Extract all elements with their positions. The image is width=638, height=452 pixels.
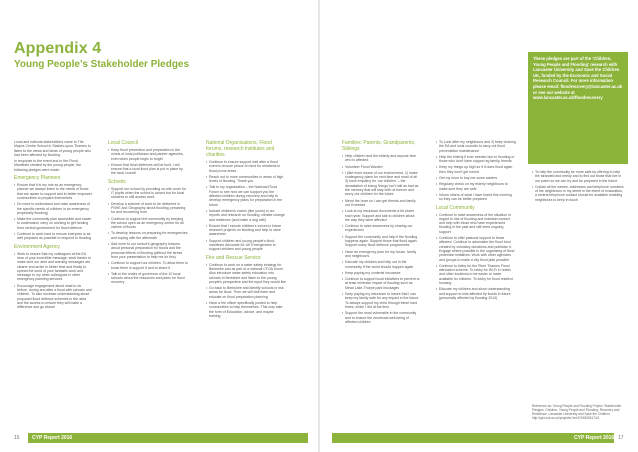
appendix-title: Appendix 4 — [14, 40, 102, 57]
intro-paragraph: In response to the event and to the Flood Manifesto created by the young people, the following pledges were made: — [14, 159, 82, 172]
pledge-item: • Keep paying my insurance to insure that I can keep my family safe for any impact in the future. To always support my child through these hard times, which I did at the time — [342, 292, 420, 309]
pledge-item: • Mend the hose so I can get friends and family out if needed — [342, 199, 420, 208]
footer-bar-right — [332, 433, 614, 443]
column-intro — [14, 140, 92, 312]
column-community-continued — [532, 170, 624, 204]
column-families-community — [436, 140, 516, 302]
page-gutter — [318, 0, 320, 452]
pledge-list — [436, 140, 516, 202]
heading-fire-and-rescue: Fire and Rescue Service — [206, 254, 261, 261]
pledge-item: • Educate my children and help out in the community if the worst should happen again — [342, 260, 420, 269]
pledge-item: • I (like more aware of our environment, 2) make contingency plans for next time and most of all 3) have empathy for 'our children' – the devastation of losing 'things' isn't half as bad as the memory that will stay with us forever and worry our children for the future — [342, 171, 420, 197]
pledge-item: • To Look after my neighbours and 2) keep chasing the EA and local councils to carry out flood preventative maintenance — [436, 140, 516, 153]
pledge-item: • Ensure that I include children's voices in future research projects on flooding and help to raise awareness — [206, 224, 286, 237]
reference-note: Reference as: Young People and Flooding Project. Stakeholder Pledges. Children, Young People and Flooding: Recovery and Resilience. Lancaster University and Save the Children. http://gtr.rcuk.ac.uk/projects?ref=ES/M006174/1 — [532, 404, 622, 420]
research-info-callout: These pledges are part of the 'Children, Young People and Flooding' research with Lancaster University and Save the Children UK, funded by the Economic and Social Research Council. For more information please email: floodrecovery@lancaster.ac.uk or see our website at www.lancaster.ac.uk/floodrecovery — [528, 52, 628, 164]
pledge-item: • Continue to support local initiatives to prevent or at least minimise impact of flooding such as Mead Lake-Thorpe park blockages — [342, 277, 420, 290]
pledge-item: • Have an emergency plan for my house, family and neighbours — [342, 250, 420, 259]
heading-emergency-planners: Emergency Planners — [14, 175, 61, 182]
pledge-item: • Go back to Berkshire and identify schools in risk areas for flood. Then we will visit them and educate on flood preparation planning — [206, 286, 286, 299]
pledge-item: • Work to ensure that my colleagues at the EA hear of your incredible message; work harder to make sure our alert and warning messages are clearer and arrive in better time and finally to spread the word of your fantastic work and message to my other colleagues in other emergency planning services — [14, 252, 92, 282]
pledge-item: • Look at my insurance documents a bit closer each year. Support and talk to children about the way they were affected — [342, 209, 420, 222]
pledge-item: • Educate my children and show understanding and support to kids affected by floods in future (personally affected by flooding 2014) — [436, 287, 516, 300]
pledge-item: • Support children and young people's flood manifesto Advocate for UK Emergencies to support children and young people — [206, 239, 286, 252]
pledge-item: • Keep my things up high so if it does flood again then they won't get ruined — [436, 165, 516, 174]
column-national-organisations — [206, 140, 286, 320]
pledge-item: • Develop a scheme of work to be delivered in PSHE and Geography about flooding, preparing for and recovering from — [108, 202, 188, 215]
pledge-item: • Volunteer Flood Warden — [342, 165, 420, 169]
pledge-item: • Talk to the chairs of governors of the 10 local schools about the resources and plans for flood recovery — [108, 272, 188, 285]
pledge-item: • Continue to lobby for the River Thames Flood alleviation scheme. To lobby for Wi-Fi in hotels and other locations to be easier to make available for children. To lobby for flood resilient housing — [436, 264, 516, 285]
pledge-item: • Regularly check on my elderly neighbours to make sure they are safe — [436, 182, 516, 191]
pledge-list — [342, 154, 420, 324]
pledge-item: • Continue to support our children. To allow them to know there is support if and to share it — [108, 261, 188, 270]
page-number-left: 16 — [14, 435, 20, 441]
pledge-item: • Continue to raise awareness of the situation in regard to risk of flooding and maintain contact and help with those who have experienced flooding in the past and still need ongoing support — [436, 213, 516, 234]
pledge-item: • Keep flood prevention and preparation in the minds of local politicians and partner agencies, even when people begin to forget — [108, 148, 188, 161]
pledge-item: • Do more to understand and raise awareness of the specific needs of children in an emergency (especially flooding) — [14, 202, 92, 215]
pledge-item: • Continue to work on a water safety strategy for Berkshire and as part of a national CFOA forum. Also introduce water safety education into schools in Berkshire and listen to the young people's perspective and the input they would like — [206, 263, 286, 284]
pledge-item: • Support the most vulnerable in the community and to ensure the emotional well-being of affected children — [342, 311, 420, 324]
pledge-list — [206, 263, 286, 319]
column-council-schools — [108, 140, 188, 287]
pledge-item: • Get my mum to buy me some waders — [436, 176, 516, 180]
pledge-item: • Collate all the names, addresses and telephone numbers of the neighbours in my street in the event of evacuation, a central telephone contact should be available enabling neighbours to keep in touch — [532, 185, 624, 202]
heading-schools: Schools — [108, 178, 126, 185]
pledge-item: • Continue to raise awareness by sharing our experiences — [342, 224, 420, 233]
pledge-item: • Add more to our school's geography lessons about personal preparation for floods and the personal effects of flooding (without the stress from your presentation to help me do this) — [108, 242, 188, 259]
pledge-item: • Continue to support the community by keeping the school open as an emergency centre for all victims of floods — [108, 217, 188, 230]
column-families — [342, 140, 420, 326]
pledge-item: • Help the elderly if ever needed due to flooding or those who don't have support eg family, friends — [436, 155, 516, 164]
pledge-list — [108, 148, 188, 176]
intro-paragraph: Local and national stakeholders came to The Majors Centre School in Staines-upon-Thames to listen to the views and ideas of young people who had been affected by flooding. — [14, 140, 92, 157]
pledge-item: • Keep paying my contents insurance — [342, 271, 420, 275]
pledge-item: • Support our school by providing on-site cover for IT pupils when the school is closed but for local students to still access work — [108, 187, 188, 200]
pledge-item: • Talk to my organisation – the National Flood Forum to see how we can support you the affected children during recovery and help to develop emergency plans for preparation in the future — [206, 185, 286, 206]
pledge-item: • Continue to ensure support well after a flood event to ensure peace of mind for residents in flood prone areas — [206, 160, 286, 173]
pledge-item: • Inform others of what I have learnt this evening so they can be better prepared — [436, 193, 516, 202]
page-number-right: 17 — [618, 435, 624, 441]
pledge-list — [206, 160, 286, 252]
heading-local-council: Local Council — [108, 140, 139, 146]
pledge-item: • Make the community plan accessible and easier to understand; carry on working to get funding from central government for flood defence — [14, 217, 92, 230]
heading-local-community: Local Community — [436, 204, 475, 211]
pledge-list — [108, 187, 188, 285]
pledge-item: • Continue to work hard to ensure everyone is as well prepared as possible to respond to flooding — [14, 232, 92, 241]
pledge-list — [532, 170, 624, 202]
heading-national-organisations: National Organisations, Flood forums, research institutes and charities — [206, 140, 275, 158]
pledge-item: • Ensure that it is my role as an emergency planner we always listen to the needs of those that are aware to support and to better empower communities to prepare themselves — [14, 183, 92, 200]
pledge-item: • Support the community and help if the flooding happens again. Support those that flood again. Support many flood defence programmes — [342, 235, 420, 248]
pledge-list — [14, 252, 92, 310]
pledge-item: • Include children's voices (like yours) in our reports and research on flooding, climate change and resilience (and make a dog raft!) — [206, 209, 286, 222]
heading-families: Families: Parents, Grandparents, Siblings — [342, 140, 416, 152]
pledge-item: • To help the community be more safe by offering to help the stranded and needy and to find out those that live in our patch so we can try and be prepared in the future — [532, 170, 624, 183]
heading-environment-agency: Environment Agency — [14, 243, 60, 250]
pledge-item: • Encourage engagement about what to do before, during and after a flood with schools and children. To also increase understanding about proposed flood defence schemes in the area and the access to ensure they will make a difference and go ahead — [14, 284, 92, 310]
pledge-item: • Continue to offer pastoral support to those affected. Continue to administer the flood fund created by voluntary donations and publicise it. Engage where possible in the organising of flood protection initiatives. Work with other agencies and groups to make a city flood plan possible — [436, 236, 516, 262]
footer-label-left: CYP Report 2016 — [32, 435, 73, 441]
appendix-subtitle: Young People’s Stakeholder Pledges — [14, 59, 190, 70]
pledge-list — [436, 213, 516, 301]
pledge-item: • Help children and the elderly and anyone else who is affected — [342, 154, 420, 163]
pledge-item: • Reach out to more communities in areas of high levels of flooding. Thank you — [206, 175, 286, 184]
pledge-item: • Have a fire officer specifically posted to help communities to help themselves. This may take the form of Education, advice, and maybe training — [206, 301, 286, 318]
footer-label-right: CYP Report 2016 — [574, 435, 615, 441]
pledge-list — [14, 183, 92, 241]
pledge-item: • To develop lessons on preparing for emergencies and coping with the aftermath — [108, 231, 188, 240]
pledge-item: • Ensure that flood defences will be built, I will ensure that a local flood plan is put in place by the local council — [108, 163, 188, 176]
